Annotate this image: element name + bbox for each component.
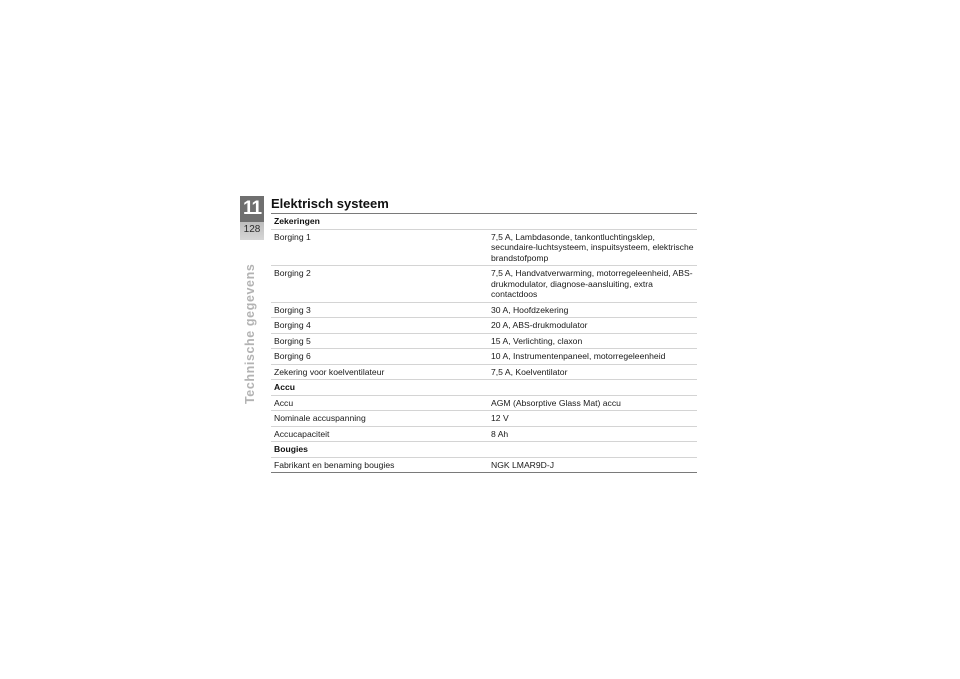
table-row [271, 426, 697, 442]
chapter-number: 11 [242, 198, 262, 219]
row-label: Borging 1 [271, 229, 488, 266]
group-header-accu [271, 380, 697, 396]
table-row [271, 266, 697, 303]
table-row [271, 457, 697, 473]
row-value: 7,5 A, Handvatverwarming, motorregeleenheid, ABS-drukmodulator, diagnose-aansluiting, extra contactdoos [488, 266, 697, 303]
table-row [271, 411, 697, 427]
spec-table [271, 213, 697, 473]
group-header-zekeringen [271, 214, 697, 230]
row-value: 7,5 A, Lambdasonde, tankontluchtingsklep, secundaire-luchtsysteem, inspuitsysteem, elektrische brandstofpomp [488, 229, 697, 266]
row-label: Accu [271, 395, 488, 411]
row-label: Zekering voor koelventilateur [271, 364, 488, 380]
row-label: Borging 6 [271, 349, 488, 365]
row-value: 15 A, Verlichting, claxon [488, 333, 697, 349]
table-row [271, 349, 697, 365]
row-value: 8 Ah [488, 426, 697, 442]
page-number: 128 [243, 224, 261, 235]
table-row [271, 364, 697, 380]
section-vertical-label: Technische gegevens [243, 263, 257, 404]
row-label: Nominale accuspanning [271, 411, 488, 427]
table-row [271, 229, 697, 266]
row-value: 20 A, ABS-drukmodulator [488, 318, 697, 334]
group-title: Zekeringen [271, 214, 697, 230]
row-value: 7,5 A, Koelventilator [488, 364, 697, 380]
row-label: Borging 2 [271, 266, 488, 303]
row-value: AGM (Absorptive Glass Mat) accu [488, 395, 697, 411]
chapter-tab [240, 196, 264, 240]
row-label: Borging 4 [271, 318, 488, 334]
row-label: Borging 3 [271, 302, 488, 318]
group-title: Accu [271, 380, 697, 396]
table-row [271, 395, 697, 411]
row-value: 12 V [488, 411, 697, 427]
row-label: Borging 5 [271, 333, 488, 349]
page-title: Elektrisch systeem [271, 196, 389, 211]
table-row [271, 333, 697, 349]
group-title: Bougies [271, 442, 697, 458]
row-value: NGK LMAR9D-J [488, 457, 697, 473]
row-label: Fabrikant en benaming bougies [271, 457, 488, 473]
row-value: 10 A, Instrumentenpaneel, motorregeleenheid [488, 349, 697, 365]
table-row [271, 302, 697, 318]
group-header-bougies [271, 442, 697, 458]
table-row [271, 318, 697, 334]
row-value: 30 A, Hoofdzekering [488, 302, 697, 318]
row-label: Accucapaciteit [271, 426, 488, 442]
